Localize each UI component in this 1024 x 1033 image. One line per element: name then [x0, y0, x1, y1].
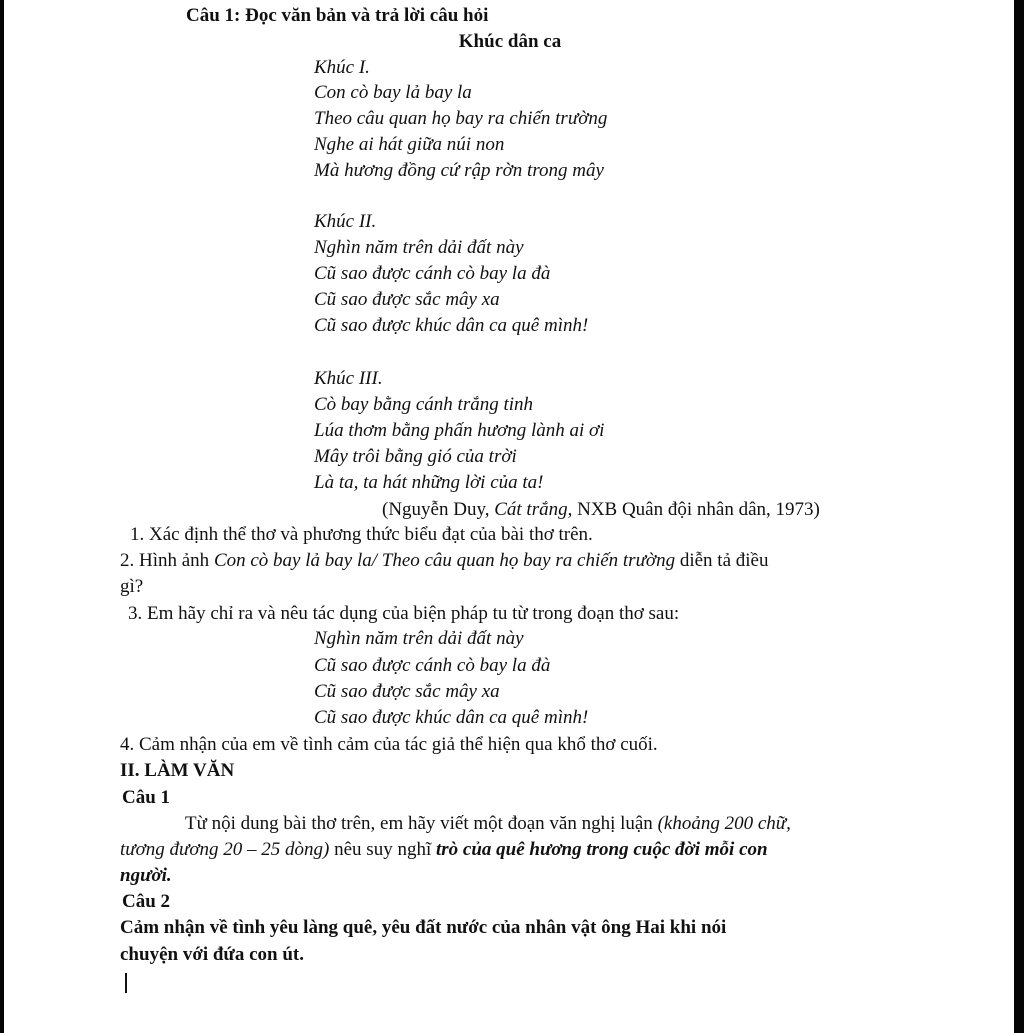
text-cursor[interactable] [125, 973, 127, 993]
cau1-italic2: tương đương 20 – 25 dòng) [120, 839, 330, 860]
poem-line: Lúa thơm bằng phấn hương lành ai ơi [314, 420, 605, 441]
poem-citation [382, 498, 820, 522]
quoted-poem-line: Cũ sao được sắc mây xa [314, 681, 500, 702]
poem-line: Cũ sao được sắc mây xa [314, 289, 500, 310]
question-2-continued: gì? [120, 576, 144, 597]
quoted-poem-line: Cũ sao được khúc dân ca quê mình! [314, 707, 589, 728]
right-edge-border [1014, 0, 1024, 1033]
poem-line: Theo câu quan họ bay ra chiến trường [314, 108, 608, 129]
cau1-line2 [120, 838, 768, 862]
cau1-label: Câu 1 [122, 787, 171, 808]
poem-line: Cũ sao được khúc dân ca quê mình! [314, 315, 589, 336]
poem-line: Mà hương đồng cứ rập rờn trong mây [314, 160, 604, 181]
cau2-line1: Cảm nhận về tình yêu làng quê, yêu đất nước của nhân vật ông Hai khi nói [120, 917, 727, 938]
citation-open: (Nguyễn Duy, [382, 499, 495, 520]
poem-title: Khúc dân ca [458, 31, 562, 52]
stanza1-heading: Khúc I. [314, 57, 370, 78]
quoted-poem-line: Cũ sao được cánh cò bay la đà [314, 655, 551, 676]
poem-line: Mây trôi bằng gió của trời [314, 446, 517, 467]
cau1-text1: Từ nội dung bài thơ trên, em hãy viết một đoạn văn nghị luận [185, 813, 658, 834]
stanza3-heading: Khúc III. [314, 368, 383, 389]
question-1: 1. Xác định thể thơ và phương thức biểu đạt của bài thơ trên. [130, 524, 593, 545]
question-2 [120, 549, 768, 573]
cau2-label: Câu 2 [122, 891, 171, 912]
cau1-line3: người. [120, 865, 172, 886]
cau1-text2: nêu suy nghĩ [329, 839, 436, 860]
cau1-bold1: trò của quê hương trong cuộc đời mỗi con [435, 839, 768, 860]
document-page [4, 0, 1014, 1033]
citation-work: Cát trắng [494, 499, 568, 520]
poem-line: Cũ sao được cánh cò bay la đà [314, 263, 551, 284]
poem-line: Nghe ai hát giữa núi non [314, 134, 505, 155]
poem-line: Cò bay bằng cánh trắng tinh [314, 394, 534, 415]
citation-rest: , NXB Quân đội nhân dân, 1973) [567, 499, 820, 520]
poem-line: Là ta, ta hát những lời của ta! [314, 472, 544, 493]
quoted-poem-line: Nghìn năm trên dải đất này [314, 628, 524, 649]
q2-italic: Con cò bay lả bay la/ Theo câu quan họ bay ra chiến trường [213, 550, 676, 571]
question-3: 3. Em hãy chỉ ra và nêu tác dụng của biện pháp tu từ trong đoạn thơ sau: [128, 603, 680, 624]
q2-suffix: diễn tả điều [675, 550, 769, 571]
question-title: Câu 1: Đọc văn bản và trả lời câu hỏi [186, 5, 489, 26]
poem-line: Nghìn năm trên dải đất này [314, 237, 524, 258]
question-4: 4. Cảm nhận của em về tình cảm của tác giả thể hiện qua khổ thơ cuối. [120, 734, 658, 755]
cau1-italic1: (khoảng 200 chữ, [657, 813, 791, 834]
stanza2-heading: Khúc II. [314, 211, 377, 232]
cau1-line1 [185, 812, 791, 836]
poem-line: Con cò bay lả bay la [314, 82, 472, 103]
cau2-line2: chuyện với đứa con út. [120, 944, 304, 965]
section-title: II. LÀM VĂN [120, 760, 235, 781]
q2-prefix: 2. Hình ảnh [120, 550, 214, 571]
